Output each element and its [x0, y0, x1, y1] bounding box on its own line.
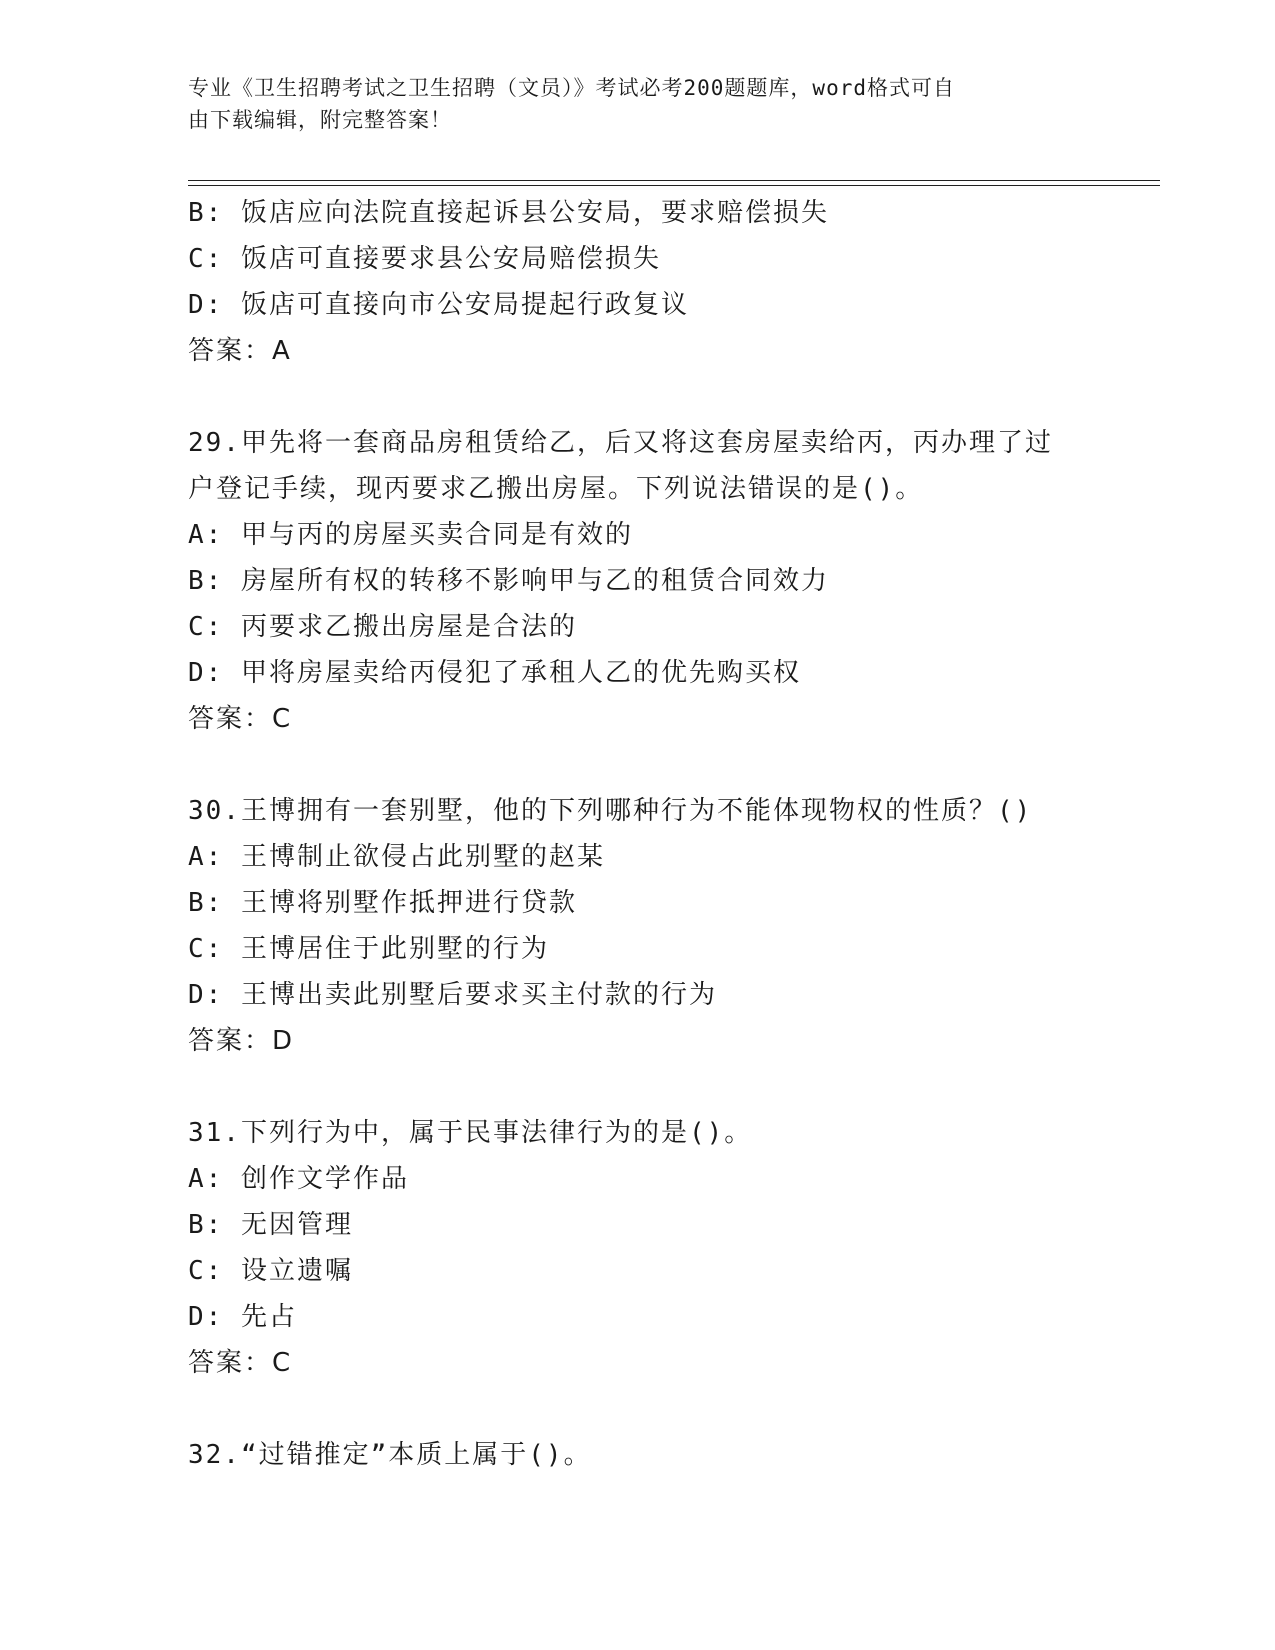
- option-c: C: 设立遗嘱: [188, 1256, 353, 1286]
- option-a: A: 甲与丙的房屋买卖合同是有效的: [188, 520, 633, 550]
- spacer: [188, 1064, 1088, 1110]
- question-stem-line-1: 32.“过错推定”本质上属于()。: [188, 1440, 592, 1470]
- question-28-continued: [188, 190, 1088, 374]
- question-stem-line-1: 29.甲先将一套商品房租赁给乙，后又将这套房屋卖给丙，丙办理了过: [188, 428, 1053, 458]
- option-a: A: 王博制止欲侵占此别墅的赵某: [188, 842, 605, 872]
- spacer: [188, 742, 1088, 788]
- answer-label: 答案：: [188, 1026, 273, 1056]
- answer-line: [188, 1340, 1088, 1386]
- answer-label: 答案：: [188, 1348, 273, 1378]
- question-stem-line-2: 户登记手续，现丙要求乙搬出房屋。下列说法错误的是()。: [188, 474, 924, 504]
- document-body: [188, 190, 1088, 1478]
- answer-key: C: [272, 1348, 293, 1378]
- answer-line: [188, 1018, 1088, 1064]
- question-stem-line-1: 31.下列行为中，属于民事法律行为的是()。: [188, 1118, 753, 1148]
- option-c: C: 丙要求乙搬出房屋是合法的: [188, 612, 577, 642]
- question-29: [188, 420, 1088, 742]
- answer-label: 答案：: [188, 336, 273, 366]
- option-d: D: 先占: [188, 1302, 297, 1332]
- option-b: B: 房屋所有权的转移不影响甲与乙的租赁合同效力: [188, 566, 829, 596]
- option-b: B: 饭店应向法院直接起诉县公安局，要求赔偿损失: [188, 198, 829, 228]
- option-b: B: 王博将别墅作抵押进行贷款: [188, 888, 577, 918]
- spacer: [188, 1386, 1088, 1432]
- option-b: B: 无因管理: [188, 1210, 353, 1240]
- question-31: [188, 1110, 1088, 1386]
- spacer: [188, 374, 1088, 420]
- option-d: D: 饭店可直接向市公安局提起行政复议: [188, 290, 689, 320]
- option-a: A: 创作文学作品: [188, 1164, 409, 1194]
- document-header: [188, 72, 1088, 136]
- answer-key: D: [272, 1026, 295, 1056]
- option-c: C: 饭店可直接要求县公安局赔偿损失: [188, 244, 661, 274]
- answer-label: 答案：: [188, 704, 273, 734]
- question-30: [188, 788, 1088, 1064]
- answer-key: A: [272, 336, 292, 366]
- answer-line: [188, 328, 1088, 374]
- header-line-1: 专业《卫生招聘考试之卫生招聘（文员）》考试必考200题题库，word格式可自: [188, 76, 955, 100]
- answer-line: [188, 696, 1088, 742]
- question-stem-line-1: 30.王博拥有一套别墅，他的下列哪种行为不能体现物权的性质？(): [188, 796, 1033, 826]
- option-d: D: 甲将房屋卖给丙侵犯了承租人乙的优先购买权: [188, 658, 801, 688]
- answer-key: C: [272, 704, 293, 734]
- option-c: C: 王博居住于此别墅的行为: [188, 934, 549, 964]
- question-32: [188, 1432, 1088, 1478]
- option-d: D: 王博出卖此别墅后要求买主付款的行为: [188, 980, 717, 1010]
- header-line-2: 由下载编辑，附完整答案！: [188, 108, 452, 132]
- header-divider-bottom: [188, 185, 1160, 186]
- header-divider-top: [188, 180, 1160, 181]
